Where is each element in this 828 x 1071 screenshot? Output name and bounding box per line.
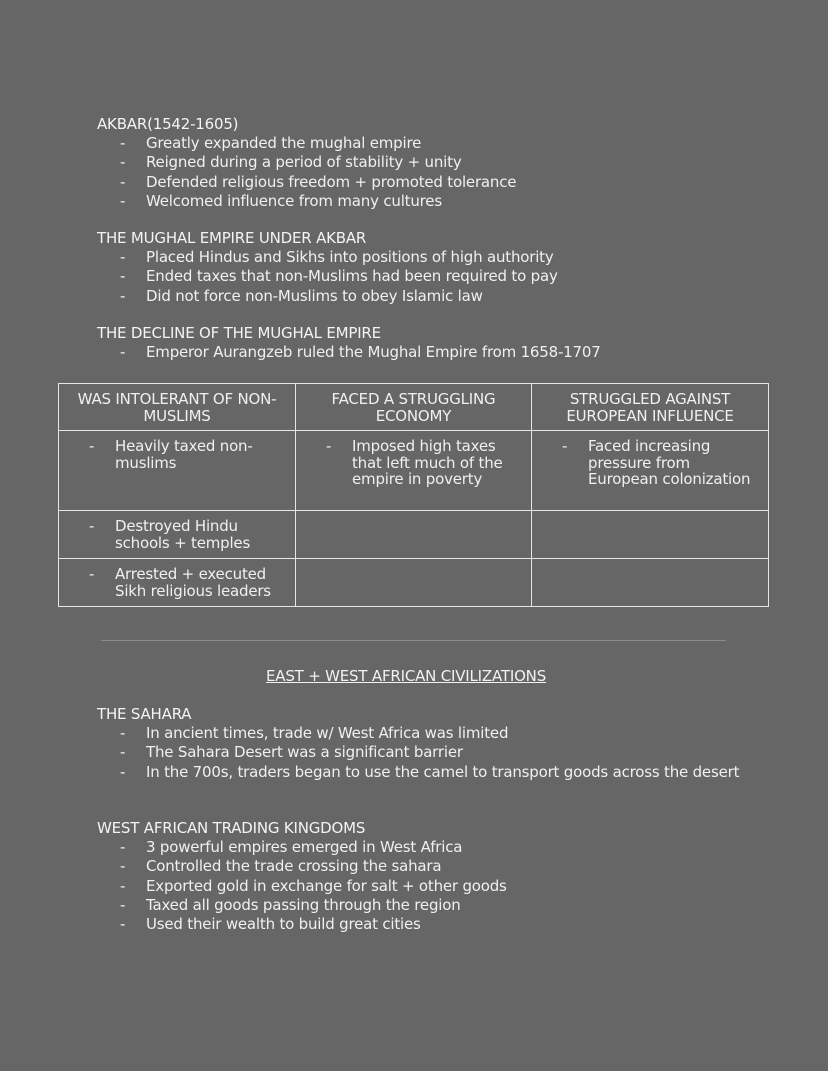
- bullet-dash: -: [120, 876, 126, 895]
- bullet-dash: -: [89, 517, 95, 535]
- table-row: [59, 511, 769, 559]
- aurangzeb-table: [58, 383, 769, 607]
- list-item: [120, 763, 746, 782]
- list-item-text: Ended taxes that non-Muslims had been required to pay: [146, 267, 558, 286]
- akbar-bullet-list: [120, 134, 786, 211]
- table-cell-text: Destroyed Hindu schools + temples: [115, 517, 251, 552]
- table-header-row: [59, 384, 769, 431]
- list-item: [120, 287, 786, 306]
- bullet-dash: -: [120, 762, 126, 781]
- bullet-dash: -: [89, 437, 95, 455]
- list-item: [120, 838, 786, 857]
- list-item: [120, 267, 786, 286]
- bullet-dash: -: [120, 267, 126, 286]
- table-header-cell: WAS INTOLERANT OF NON-MUSLIMS: [59, 384, 296, 431]
- list-item-text: Emperor Aurangzeb ruled the Mughal Empire from 1658-1707: [146, 343, 601, 361]
- table-cell: [59, 431, 296, 511]
- table-cell-text: Imposed high taxes that left much of the empire in poverty: [352, 437, 503, 488]
- akbar-heading: AKBAR(1542-1605): [97, 115, 239, 133]
- horizontal-divider: [101, 640, 726, 641]
- list-item: [120, 724, 786, 743]
- bullet-dash: -: [120, 724, 126, 742]
- bullet-dash: -: [120, 915, 126, 934]
- list-item: [120, 248, 786, 267]
- table-cell: [59, 511, 296, 559]
- list-item-text: Controlled the trade crossing the sahara: [146, 857, 442, 876]
- table-cell-empty: [296, 559, 532, 607]
- table-cell: [296, 431, 532, 511]
- table-header-cell: FACED A STRUGGLING ECONOMY: [296, 384, 532, 431]
- table-header-cell: STRUGGLED AGAINST EUROPEAN INFLUENCE: [532, 384, 769, 431]
- bullet-dash: -: [326, 437, 332, 455]
- under-akbar-heading: THE MUGHAL EMPIRE UNDER AKBAR: [97, 229, 367, 247]
- bullet-dash: -: [120, 191, 126, 210]
- kingdoms-bullet-list: [120, 838, 786, 934]
- list-item-text: Defended religious freedom + promoted tolerance: [146, 172, 517, 191]
- bullet-dash: -: [120, 743, 126, 762]
- list-item: [120, 896, 786, 915]
- bullet-dash: -: [120, 343, 126, 361]
- under-akbar-bullet-list: [120, 248, 786, 306]
- bullet-dash: -: [120, 838, 126, 856]
- list-item-text: In ancient times, trade w/ West Africa was limited: [146, 724, 509, 742]
- list-item: [120, 192, 786, 211]
- list-item-text: Exported gold in exchange for salt + other goods: [146, 876, 507, 895]
- list-item: [120, 857, 786, 876]
- list-item: [120, 343, 786, 362]
- bullet-dash: -: [562, 437, 568, 455]
- list-item-text: Placed Hindus and Sikhs into positions of high authority: [146, 248, 554, 266]
- list-item-text: 3 powerful empires emerged in West Africa: [146, 838, 463, 856]
- decline-bullet-list: [120, 343, 786, 362]
- table-cell: [532, 431, 769, 511]
- table-cell-text: Heavily taxed non-muslims: [115, 437, 253, 472]
- bullet-dash: -: [120, 248, 126, 266]
- list-item-text: Reigned during a period of stability + unity: [146, 153, 462, 172]
- list-item: [120, 877, 786, 896]
- bullet-dash: -: [120, 895, 126, 914]
- sahara-bullet-list: [120, 724, 786, 782]
- table-cell-empty: [532, 559, 769, 607]
- decline-heading: THE DECLINE OF THE MUGHAL EMPIRE: [97, 324, 381, 342]
- list-item-text: Taxed all goods passing through the region: [146, 895, 461, 914]
- table-cell-text: Faced increasing pressure from European colonization: [588, 437, 751, 488]
- bullet-dash: -: [120, 857, 126, 876]
- list-item: [120, 915, 786, 934]
- bullet-dash: -: [120, 153, 126, 172]
- bullet-dash: -: [120, 134, 126, 152]
- list-item-text: Used their wealth to build great cities: [146, 915, 421, 934]
- table-row: [59, 431, 769, 511]
- section-title: EAST + WEST AFRICAN CIVILIZATIONS: [266, 667, 547, 685]
- list-item-text: In the 700s, traders began to use the camel to transport goods across the desert: [146, 762, 740, 781]
- list-item: [120, 173, 786, 192]
- list-item-text: Greatly expanded the mughal empire: [146, 134, 422, 152]
- list-item: [120, 153, 786, 172]
- bullet-dash: -: [120, 286, 126, 305]
- list-item-text: Welcomed influence from many cultures: [146, 191, 442, 210]
- table-row: [59, 559, 769, 607]
- bullet-dash: -: [120, 172, 126, 191]
- list-item: [120, 743, 786, 762]
- list-item: [120, 134, 786, 153]
- kingdoms-heading: WEST AFRICAN TRADING KINGDOMS: [97, 819, 366, 837]
- table-cell: [59, 559, 296, 607]
- bullet-dash: -: [89, 565, 95, 583]
- list-item-text: Did not force non-Muslims to obey Islamic law: [146, 286, 483, 305]
- list-item-text: The Sahara Desert was a significant barrier: [146, 743, 463, 762]
- table-cell-empty: [296, 511, 532, 559]
- table-cell-empty: [532, 511, 769, 559]
- sahara-heading: THE SAHARA: [97, 705, 192, 723]
- table-cell-text: Arrested + executed Sikh religious leaders: [115, 565, 271, 600]
